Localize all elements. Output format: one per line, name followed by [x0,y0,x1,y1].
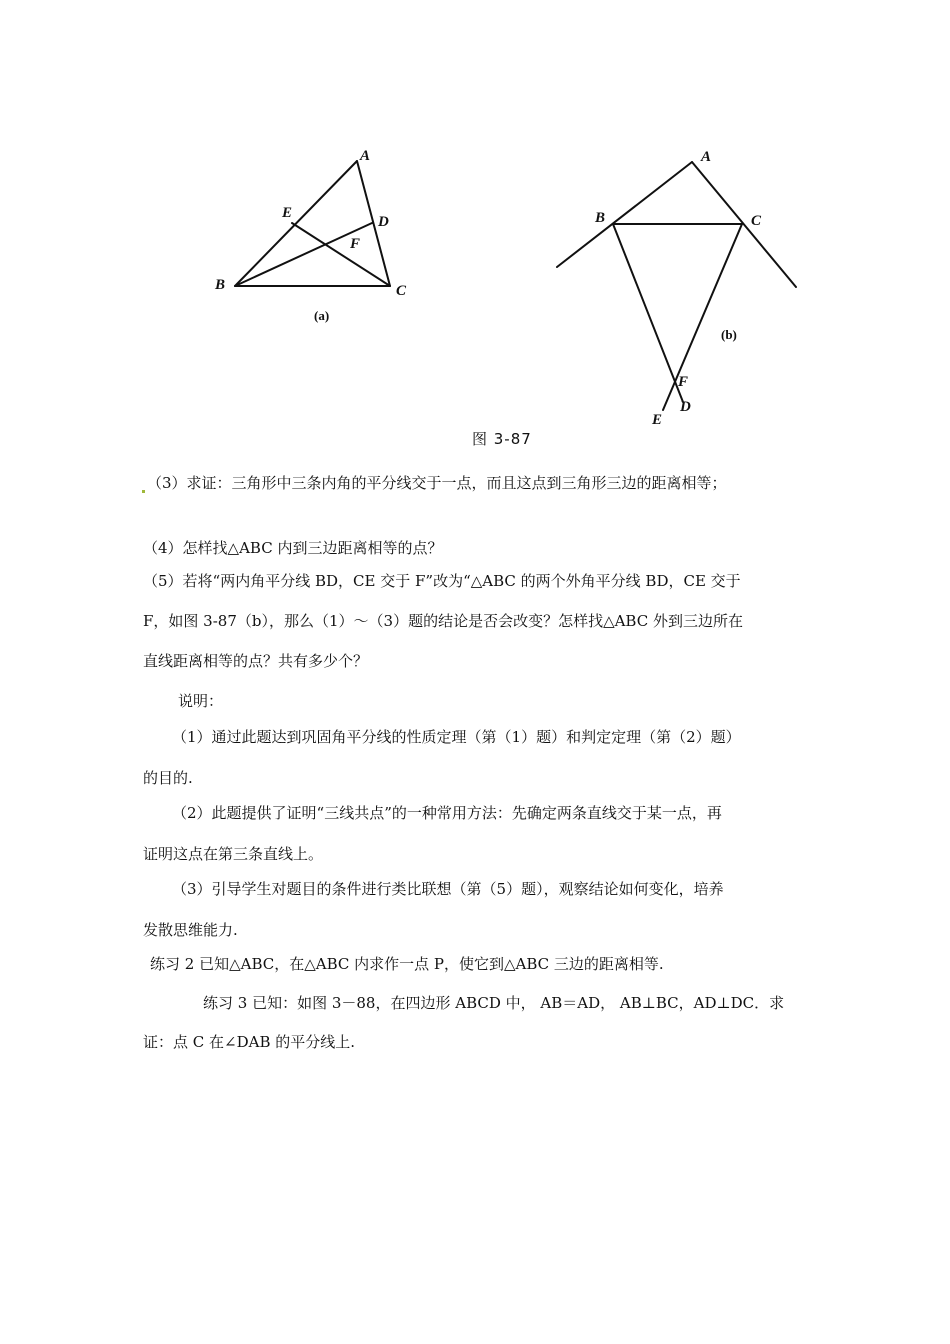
caption-b: (b) [721,327,737,342]
label-b: B [215,277,226,293]
note-3-line-2: 发散思维能力. [143,921,238,939]
figure-a [200,140,430,330]
paragraph-5-line-2: F，如图 3-87（b），那么（1）～（3）题的结论是否会改变？怎样找△ABC 外到三边所在 [143,612,743,630]
note-heading: 说明： [178,692,224,710]
note-1-line-1: （1）通过此题达到巩固角平分线的性质定理（第（1）题）和判定定理（第（2）题） [172,728,741,746]
exercise-2: 练习 2 已知△ABC，在△ABC 内求作一点 P，使它到△ABC 三边的距离相等. [150,955,664,973]
note-3-line-1: （3）引导学生对题目的条件进行类比联想（第（5）题），观察结论如何变化，培养 [172,880,724,898]
label-f: F [678,374,689,390]
label-d: D [378,214,389,230]
caption-a: (a) [314,308,330,323]
line-ce [663,224,742,410]
exercise-3-line-1: 练习 3 已知：如图 3－88，在四边形 ABCD 中， AB＝AD， AB⊥BC，AD⊥DC．求 [203,994,785,1012]
figure-caption: 图 3-87 [472,430,532,448]
paragraph-5-line-3: 直线距离相等的点？共有多少个？ [143,652,369,670]
figure-b [545,140,815,430]
label-a: A [701,149,712,165]
exercise-3-line-2: 证：点 C 在∠DAB 的平分线上. [143,1033,356,1051]
paragraph-4: （4）怎样找△ABC 内到三边距离相等的点？ [143,539,443,557]
note-2-line-1: （2）此题提供了证明“三线共点”的一种常用方法：先确定两条直线交于某一点，再 [172,804,722,822]
edit-mark-icon [142,490,145,493]
note-2-line-2: 证明这点在第三条直线上。 [143,845,324,863]
segment-ab [235,161,357,286]
label-b: B [595,210,606,226]
note-1-line-2: 的目的. [143,769,193,787]
label-f: F [350,236,361,252]
label-c: C [396,283,407,299]
label-c: C [751,213,762,229]
label-e: E [652,412,663,428]
segment-bd [235,223,372,286]
label-e: E [282,205,293,221]
paragraph-3: （3）求证：三角形中三条内角的平分线交于一点，而且这点到三角形三边的距离相等； [147,474,727,492]
paragraph-5-line-1: （5）若将“两内角平分线 BD，CE 交于 F”改为“△ABC 的两个外角平分线 BD，CE 交于 [143,572,741,590]
label-d: D [680,399,691,415]
label-a: A [360,148,371,164]
line-bd [613,224,683,402]
